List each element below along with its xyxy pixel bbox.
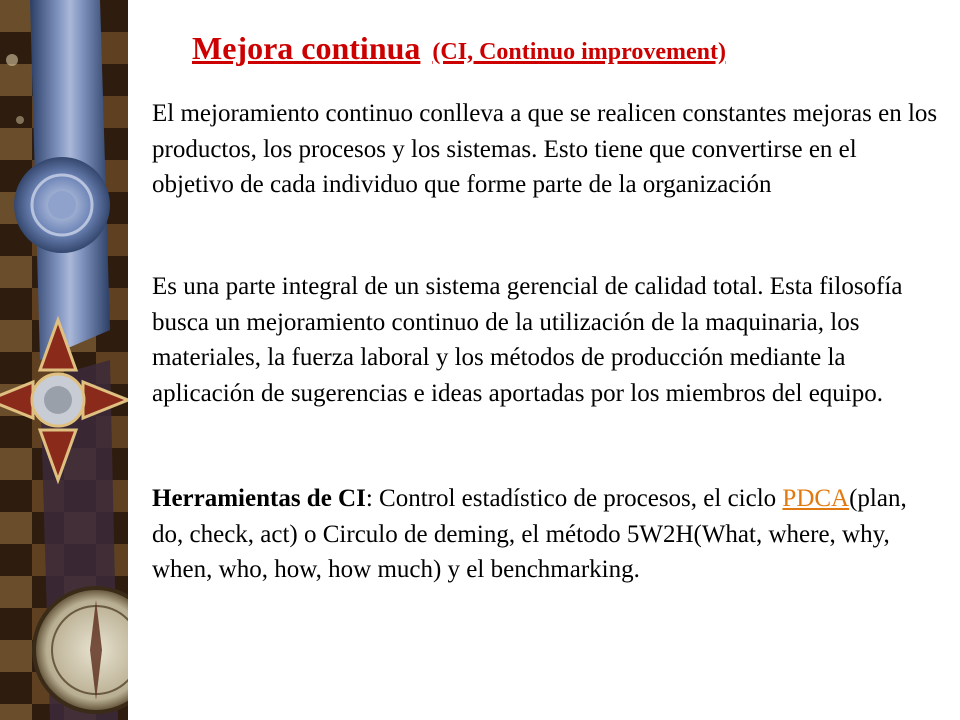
pdca-link[interactable]: PDCA [782, 485, 850, 512]
paragraph-philosophy: Es una parte integral de un sistema gerencial de calidad total. Esta filosofía busca un mejoramiento continuo de la utilización de la maquinaria, los materiales, la fuerza laboral y los métodos de producción mediante la aplicación de sugerencias e ideas aportadas por los miembros del equipo. [152, 273, 903, 407]
title-main: Mejora continua [192, 30, 421, 66]
paragraph-tools [152, 481, 942, 588]
tools-text-before: : Control estadístico de procesos, el ciclo [365, 485, 783, 512]
decorative-sidebar-image [0, 0, 128, 720]
tools-text-after: (plan, do, check, act) o Circulo de deming, el método 5W2H(What, where, why, when, who, how, how much) y el benchmarking. [152, 485, 907, 583]
title-subtitle: (CI, Continuo improvement) [432, 39, 726, 65]
paragraph-definition: El mejoramiento continuo conlleva a que se realicen constantes mejoras en los productos, los procesos y los sistemas. Esto tiene que convertirse en el objetivo de cada individuo que forme parte de la organización [152, 100, 938, 198]
slide-title [192, 30, 912, 67]
tools-label: Herramientas de CI [152, 485, 366, 512]
